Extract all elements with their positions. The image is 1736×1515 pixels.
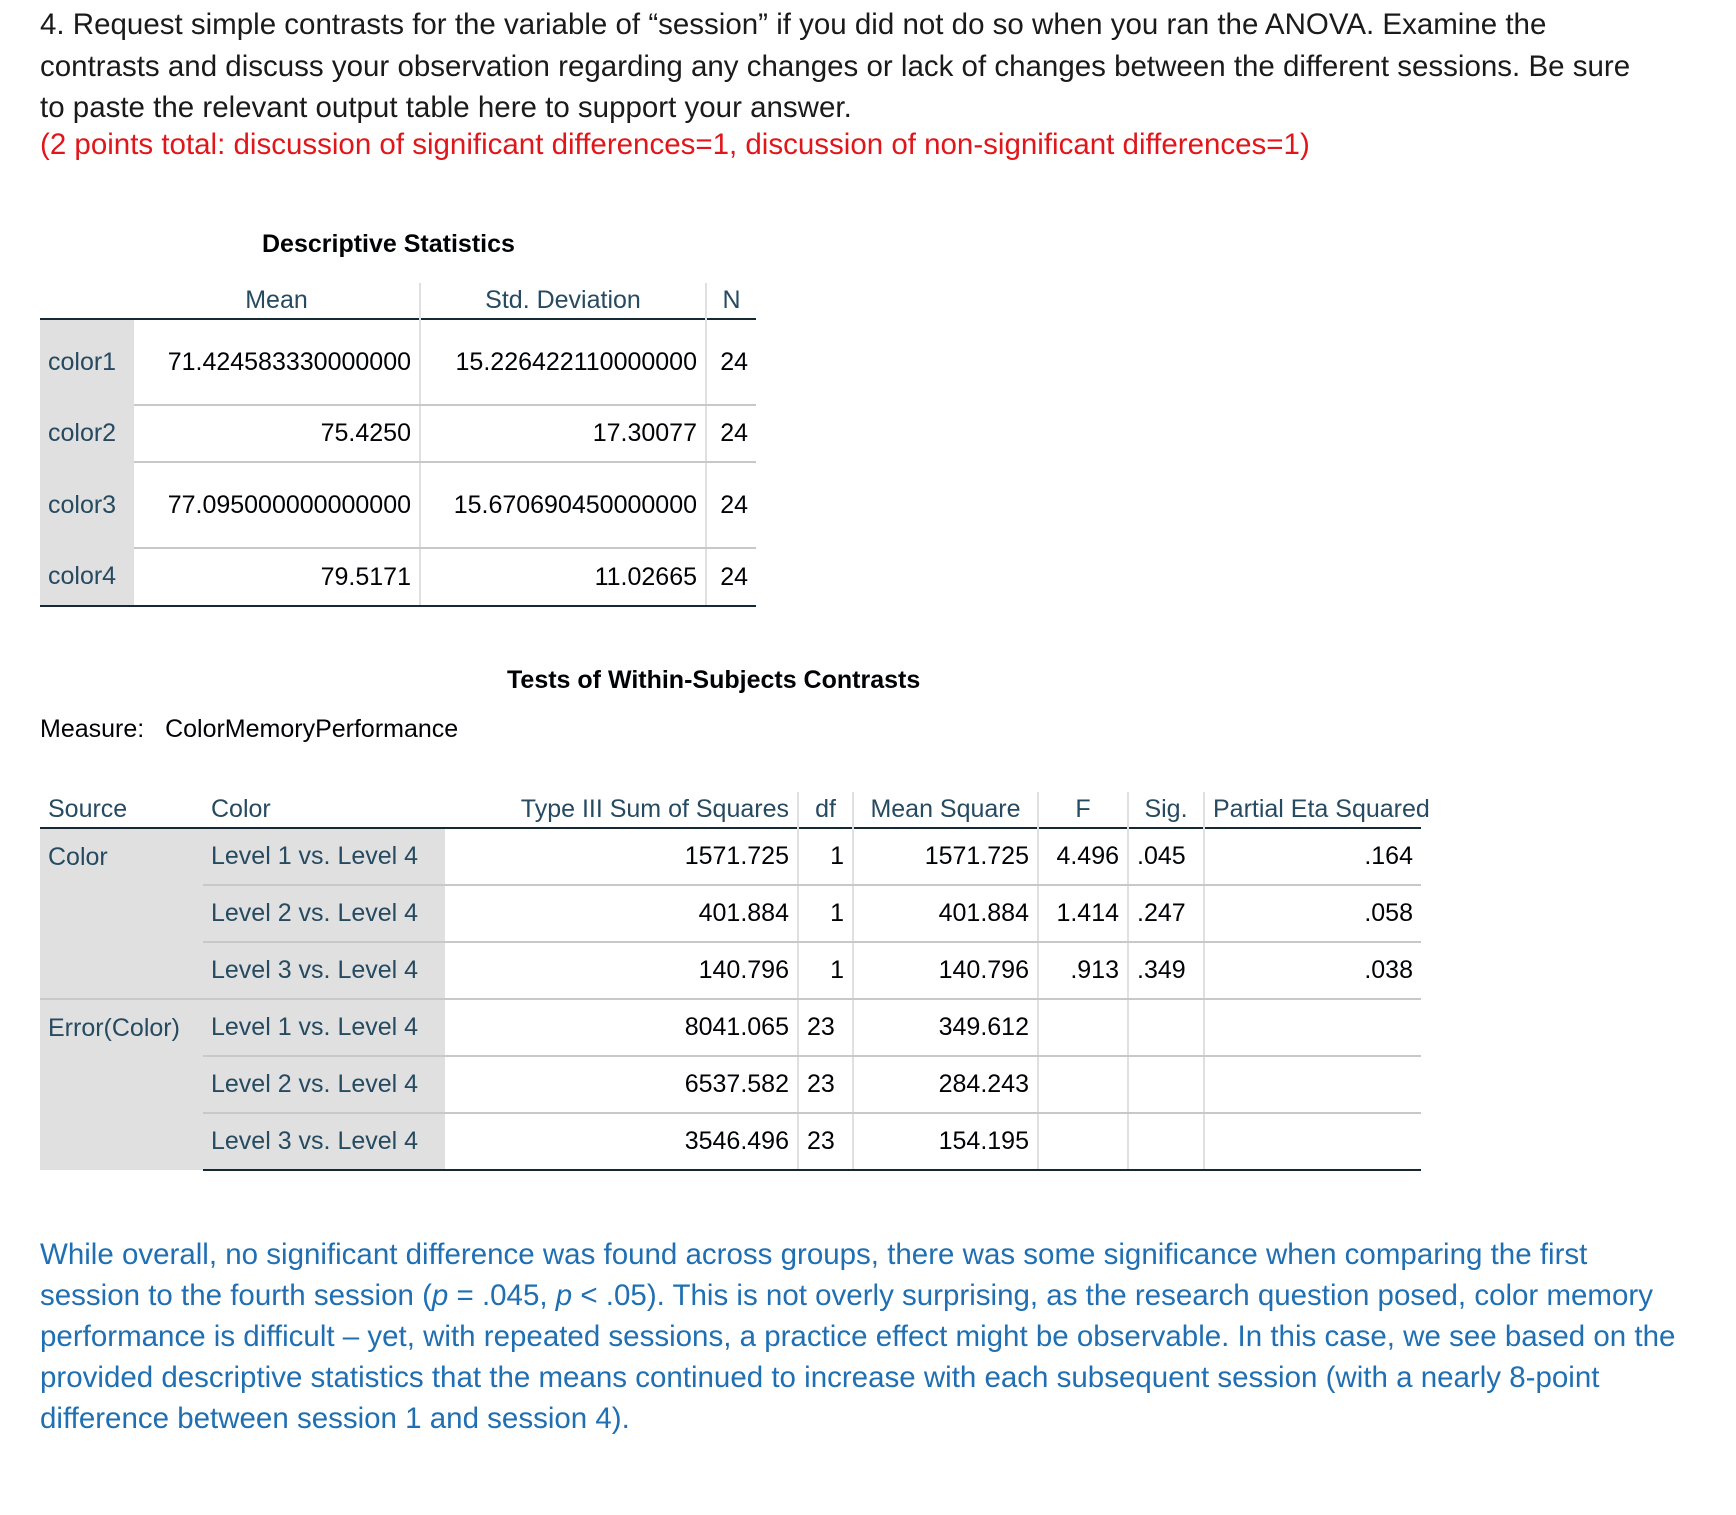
f-value: 1.414	[1038, 885, 1128, 942]
eta-value: .058	[1204, 885, 1421, 942]
row-label: color4	[40, 548, 134, 606]
col-n-header: N	[722, 286, 741, 314]
measure-line	[40, 715, 458, 744]
ms-value: 140.796	[853, 942, 1038, 999]
df-value: 1	[798, 828, 853, 885]
f-value	[1038, 1113, 1128, 1170]
eta-value	[1204, 1113, 1421, 1170]
answer-paragraph	[40, 1234, 1680, 1439]
ms-value: 349.612	[853, 999, 1038, 1056]
col-ss-header: Type III Sum of Squares	[445, 792, 798, 828]
sd-value: 15.670690450000000	[420, 462, 706, 548]
ms-value: 401.884	[853, 885, 1038, 942]
sig-value: .247	[1128, 885, 1204, 942]
table-row	[40, 942, 1421, 999]
ss-value: 3546.496	[445, 1113, 798, 1170]
table-row	[40, 319, 756, 405]
f-value	[1038, 999, 1128, 1056]
col-ms-header: Mean Square	[853, 792, 1038, 828]
table-row	[40, 1056, 1421, 1113]
contrast-label: Level 1 vs. Level 4	[203, 828, 445, 885]
row-label: color1	[40, 319, 134, 405]
descriptives-header-row	[40, 283, 756, 319]
source-color: Color	[40, 828, 203, 999]
p-symbol-1: p	[431, 1279, 449, 1312]
ss-value: 1571.725	[445, 828, 798, 885]
mean-value: 79.5171	[134, 548, 420, 606]
ss-value: 401.884	[445, 885, 798, 942]
sig-value	[1128, 1113, 1204, 1170]
row-label: color3	[40, 462, 134, 548]
ss-value: 8041.065	[445, 999, 798, 1056]
ss-value: 140.796	[445, 942, 798, 999]
sig-value	[1128, 1056, 1204, 1113]
col-source-header: Source	[48, 795, 128, 823]
descriptives-table	[40, 283, 756, 607]
df-value: 23	[798, 999, 853, 1056]
n-value: 24	[706, 462, 756, 548]
p-symbol-2: p	[555, 1279, 573, 1312]
f-value	[1038, 1056, 1128, 1113]
eta-value	[1204, 999, 1421, 1056]
ms-value: 1571.725	[853, 828, 1038, 885]
eta-value: .164	[1204, 828, 1421, 885]
n-value: 24	[706, 405, 756, 462]
measure-value: ColorMemoryPerformance	[165, 715, 459, 743]
contrast-label: Level 3 vs. Level 4	[203, 1113, 445, 1170]
ss-value: 6537.582	[445, 1056, 798, 1113]
question-text: 4. Request simple contrasts for the variable of “session” if you did not do so when you ran the ANOVA. Examine the contrasts and discuss your observation regarding any changes or lack of changes between the different sessions. Be sure to paste the relevant output table here to support your answer.	[40, 8, 1631, 124]
contrasts-header-row	[40, 792, 1421, 828]
col-color-header: Color	[211, 795, 271, 823]
sd-value: 17.30077	[420, 405, 706, 462]
mean-value: 77.095000000000000	[134, 462, 420, 548]
ms-value: 154.195	[853, 1113, 1038, 1170]
sd-value: 11.02665	[420, 548, 706, 606]
df-value: 23	[798, 1113, 853, 1170]
answer-part-2: = .045,	[448, 1279, 556, 1312]
answer-part-1: While overall, no significant difference was found across groups, there was some significance when comparing the first session to the fourth session (	[40, 1238, 1588, 1312]
contrast-label: Level 2 vs. Level 4	[203, 885, 445, 942]
sd-value: 15.226422110000000	[420, 319, 706, 405]
contrast-label: Level 1 vs. Level 4	[203, 999, 445, 1056]
measure-label: Measure:	[40, 715, 145, 743]
f-value: 4.496	[1038, 828, 1128, 885]
mean-value: 75.4250	[134, 405, 420, 462]
table-row	[40, 1113, 1421, 1170]
col-sd-header: Std. Deviation	[420, 283, 706, 319]
contrasts-table	[40, 792, 1430, 1171]
contrast-label: Level 3 vs. Level 4	[203, 942, 445, 999]
df-value: 23	[798, 1056, 853, 1113]
sig-value: .045	[1128, 828, 1204, 885]
contrast-label: Level 2 vs. Level 4	[203, 1056, 445, 1113]
n-value: 24	[706, 319, 756, 405]
row-label: color2	[40, 405, 134, 462]
eta-value	[1204, 1056, 1421, 1113]
table-row	[40, 828, 1421, 885]
col-df-header: df	[798, 792, 853, 828]
n-value: 24	[706, 548, 756, 606]
df-value: 1	[798, 885, 853, 942]
source-error: Error(Color)	[40, 999, 203, 1170]
f-value: .913	[1038, 942, 1128, 999]
col-mean-header: Mean	[134, 283, 420, 319]
col-f-header: F	[1038, 792, 1128, 828]
table-row	[40, 999, 1421, 1056]
sig-value: .349	[1128, 942, 1204, 999]
descriptives-title: Descriptive Statistics	[262, 230, 515, 258]
df-value: 1	[798, 942, 853, 999]
eta-value: .038	[1204, 942, 1421, 999]
table-row	[40, 885, 1421, 942]
contrasts-title: Tests of Within-Subjects Contrasts	[507, 666, 921, 694]
table-row	[40, 548, 756, 606]
ms-value: 284.243	[853, 1056, 1038, 1113]
answer-part-3: < .05). This is not overly surprising, as the research question posed, color memory performance is difficult – yet, with repeated sessions, a practice effect might be observable. In this case, we see based on the provided descriptive statistics that the means continued to increase with each subsequent session (with a nearly 8-point difference between session 1 and session 4).	[40, 1279, 1676, 1435]
sig-value	[1128, 999, 1204, 1056]
points-note: (2 points total: discussion of significant differences=1, discussion of non-significant differences=1)	[40, 128, 1310, 161]
col-eta-header: Partial Eta Squared	[1213, 795, 1430, 823]
mean-value: 71.424583330000000	[134, 319, 420, 405]
col-sig-header: Sig.	[1128, 792, 1204, 828]
table-row	[40, 462, 756, 548]
table-row	[40, 405, 756, 462]
